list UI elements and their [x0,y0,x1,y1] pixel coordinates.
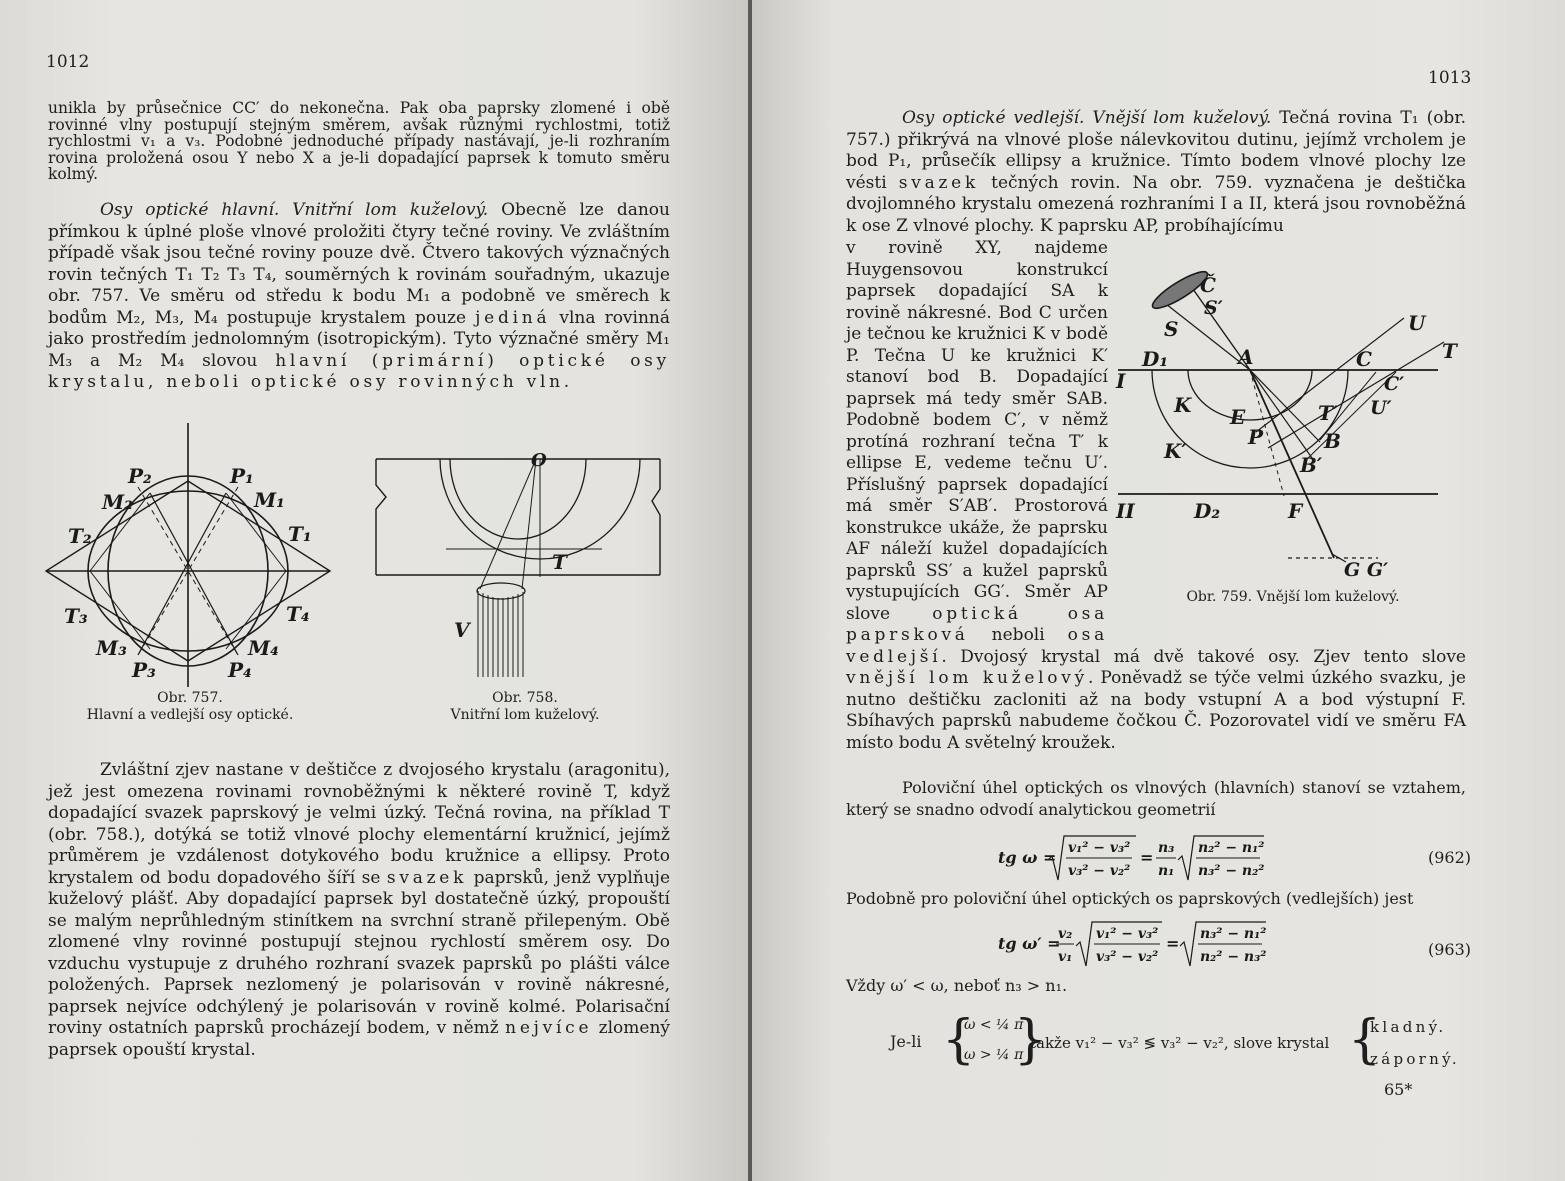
label-S-prime: S′ [1204,297,1223,319]
label-T4: T₄ [286,602,310,626]
label-G-G-prime: G G′ [1344,559,1389,581]
label-D1: D₁ [1142,347,1169,371]
svg-text:n₂² − n₃²: n₂² − n₃² [1200,949,1267,965]
label-V: V [454,618,470,642]
signature-mark: 65* [1384,1080,1413,1099]
condition-jeli: Je-li [890,1032,922,1051]
label-K: K [1174,393,1192,417]
label-D2: D₂ [1194,499,1221,523]
paragraph-4: Vždy ω′ < ω, neboť n₃ > n₁. [846,976,1068,995]
svg-text:n₁: n₁ [1158,863,1175,879]
brace-result: { [1348,1010,1382,1070]
equation-962 [996,832,1276,884]
svg-text:tg ω′ =: tg ω′ = [998,934,1061,953]
paragraph-2: Poloviční úhel optických os vlnových (hlavních) stanoví se vztahem, který se snadno odvodí analytickou geometrií [846,778,1466,819]
paragraph-1-top: Osy optické vedlejší. Vnější lom kuželový. Tečná rovina T₁ (obr. 757.) přikrývá na vlnové ploše nálevkovitou dutinu, jejímž vrcholem je bod P₁, průsečík ellipsy a kružnice. Tímto bodem vlnové plochy lze vésti svazek tečných rovin. Na obr. 759. vyznačena je deštička dvojlomného krystalu omezená rozhraními I a II, která jsou rovnoběžná k ose Z vlnové plochy. K paprsku AP, probíhajícímu [846,108,1467,236]
paragraph-3: Zvláštní zjev nastane v deštičce z dvojosého krystalu (aragonitu), jež jest omezena rovinami rovnoběžnými k některé rovině T, když dopadající svazek paprskový je velmi úzký. Tečná rovina, na příklad T (obr. 758.), dotýká se totiž vlnové plochy elementární kružnicí, jejímž průměrem je vzdálenost dotykového bodu kružnice a ellipsy. Proto krystalem od bodu dopadového šíří se svazek paprsků, jenž vyplňuje kuželový plášť. Aby dopadající paprsek byl dostatečně úzký, propouští se malým neprůhledným stinítkem na svrchní straně přilepeným. Obě zlomené vlny rovinné postupují stejnou rychlostí směrem osy. Do vzduchu vystupuje z druhého rozhraní svazek paprsků po plášti válce položených. Paprsek nezlomený je polarisován v rovině nákresné, paprsek nejvíce odchýlený je polarisován v rovině kolmé. Polarisační roviny ostatních paprsků procházejí bodem, v němž nejvíce zlomený paprsek opouští krystal. [48,760,671,1060]
svg-text:v₁: v₁ [1058,949,1073,965]
figure-757 [40,415,340,695]
paragraph-1: unikla by průsečnice CC′ do nekonečna. Pak oba paprsky zlomené i obě rovinné vlny postupují stejným směrem, avšak různými rychlostmi, totiž rychlostmi v₁ a v₃. Podobné jednoduché případy nastávají, je-li rozhraním rovina proložená osou Y nebo X a je-li dopadající paprsek k tomuto směru kolmý. [48,99,670,183]
brace-right: } [1014,1010,1048,1070]
label-C: C [1356,347,1372,371]
svg-text:tg ω =: tg ω = [998,848,1057,867]
section-heading: Osy optické vedlejší. Vnější lom kuželový. [902,108,1272,128]
right-page [752,0,1565,1181]
label-P3: P₃ [132,658,156,682]
label-M4: M₄ [248,636,279,660]
figure-757-caption: Obr. 757. Hlavní a vedlejší osy optické. [86,690,294,723]
brace-left: { [942,1010,976,1070]
label-P4: P₄ [228,658,252,682]
paragraph-1-body: v rovině XY, najdeme Huygensovou konstrukcí paprsek dopadající SA k rovině nákresné. Bod C určen je tečnou ke kružnici K v bodě P. Tečna U ke kružnici K′ stanoví bod B. Dopadající paprsek má tedy směr SAB. Podobně bodem C′, v němž protíná rozhraní tečna T′ k ellipse E, vedeme tečnu U′. Příslušný paprsek dopadající má směr S′AB′. Prostorová konstrukce ukáže, že paprsku AF náleží kužel dopadajících paprsků SS′ a kužel paprsků vystupujících GG′. Směr AP slove optická osa paprsková neboli osa vedlejší. Dvojosý krystal má dvě takové osy. Zjev tento slove vnější lom kuželový. Poněvadž se týče velmi úzkého svazku, je nutno deštičku zacloniti až na body vstupní A a bod výstupní F. Sbíhavých paprsků nabudeme čočkou Č. Pozorovatel vidí ve směru FA místo bodu A světelný kroužek. [846,238,1466,753]
condition-less: ω < ¼ π [964,1017,1024,1033]
svg-text:n₃² − n₂²: n₃² − n₂² [1198,863,1265,879]
equation-963 [996,918,1276,970]
figure-759-caption: Obr. 759. Vnější lom kuželový. [1186,589,1400,605]
left-page [0,0,748,1181]
label-C-hacek: Č [1200,273,1216,297]
label-C-prime: C′ [1384,373,1405,395]
label-kladny: kladný. [1370,1018,1447,1036]
label-P2: P₂ [128,464,152,488]
label-M2: M₂ [102,490,133,514]
label-II: II [1116,499,1135,523]
label-M3: M₃ [96,636,127,660]
label-I: I [1116,369,1126,393]
label-F: F [1288,499,1303,523]
paragraph-2: Osy optické hlavní. Vnitřní lom kuželový. Obecně lze danou přímkou k úplné ploše vlnové proložiti čtyry tečné roviny. Ve zvláštním případě však jsou tečné roviny pouze dvě. Čtvero takových význačných rovin tečných T₁ T₂ T₃ T₄, souměrných k rovinám souřadným, ukazuje obr. 757. Ve směru od středu k bodu M₁ a podobně ve směrech k bodům M₂, M₃, M₄ postupuje krystalem pouze jediná vlna rovinná jako prostředím jednolomným (isotropickým). Tyto význačné směry M₁ M₃ a M₂ M₄ slovou hlavní (primární) optické osy krystalu, neboli optické osy rovinných vln. [48,200,670,392]
figure-759 [1108,262,1458,584]
label-zaporny: záporný. [1370,1050,1460,1068]
svg-text:v₁² − v₃²: v₁² − v₃² [1096,926,1159,942]
label-A: A [1238,345,1254,369]
svg-text:n₂² − n₁²: n₂² − n₁² [1198,840,1265,856]
label-S: S [1164,317,1179,341]
equation-963-number: (963) [1428,940,1472,959]
svg-text:=: = [1140,848,1154,867]
label-B: B [1324,429,1341,453]
svg-text:=: = [1166,934,1180,953]
page-number: 1012 [46,52,90,72]
label-K-prime: K′ [1164,439,1187,463]
page-number: 1013 [1428,68,1472,88]
label-P1: P₁ [230,464,254,488]
svg-text:n₃: n₃ [1158,840,1175,856]
section-heading: Osy optické hlavní. Vnitřní lom kuželový. [100,200,489,220]
label-P: P [1248,425,1264,449]
label-M1: M₁ [254,488,285,512]
condition-greater: ω > ¼ π [964,1047,1024,1063]
condition-result: takže v₁² − v₃² ≶ v₃² − v₂², slove krystal [1030,1034,1330,1052]
label-T-prime: T′ [1318,401,1339,425]
label-U: U [1408,311,1426,335]
label-T3: T₃ [64,604,88,628]
svg-text:v₂: v₂ [1058,926,1073,942]
label-T2: T₂ [68,524,92,548]
svg-text:n₃² − n₁²: n₃² − n₁² [1200,926,1267,942]
label-B-prime: B′ [1300,453,1323,477]
figure-758-caption: Obr. 758. Vnitřní lom kuželový. [450,690,600,723]
svg-text:v₃² − v₂²: v₃² − v₂² [1068,863,1131,879]
label-E: E [1230,405,1246,429]
label-T: T [552,550,567,574]
figure-758 [370,445,670,685]
svg-text:v₁² − v₃²: v₁² − v₃² [1068,840,1131,856]
label-T1: T₁ [288,522,312,546]
label-O: O [531,450,547,471]
paragraph-3: Podobně pro poloviční úhel optických os paprskových (vedlejších) jest [846,889,1414,908]
svg-text:v₃² − v₂²: v₃² − v₂² [1096,949,1159,965]
label-U-prime: U′ [1370,397,1392,419]
label-T-tangent: T [1442,339,1457,363]
equation-962-number: (962) [1428,848,1472,867]
